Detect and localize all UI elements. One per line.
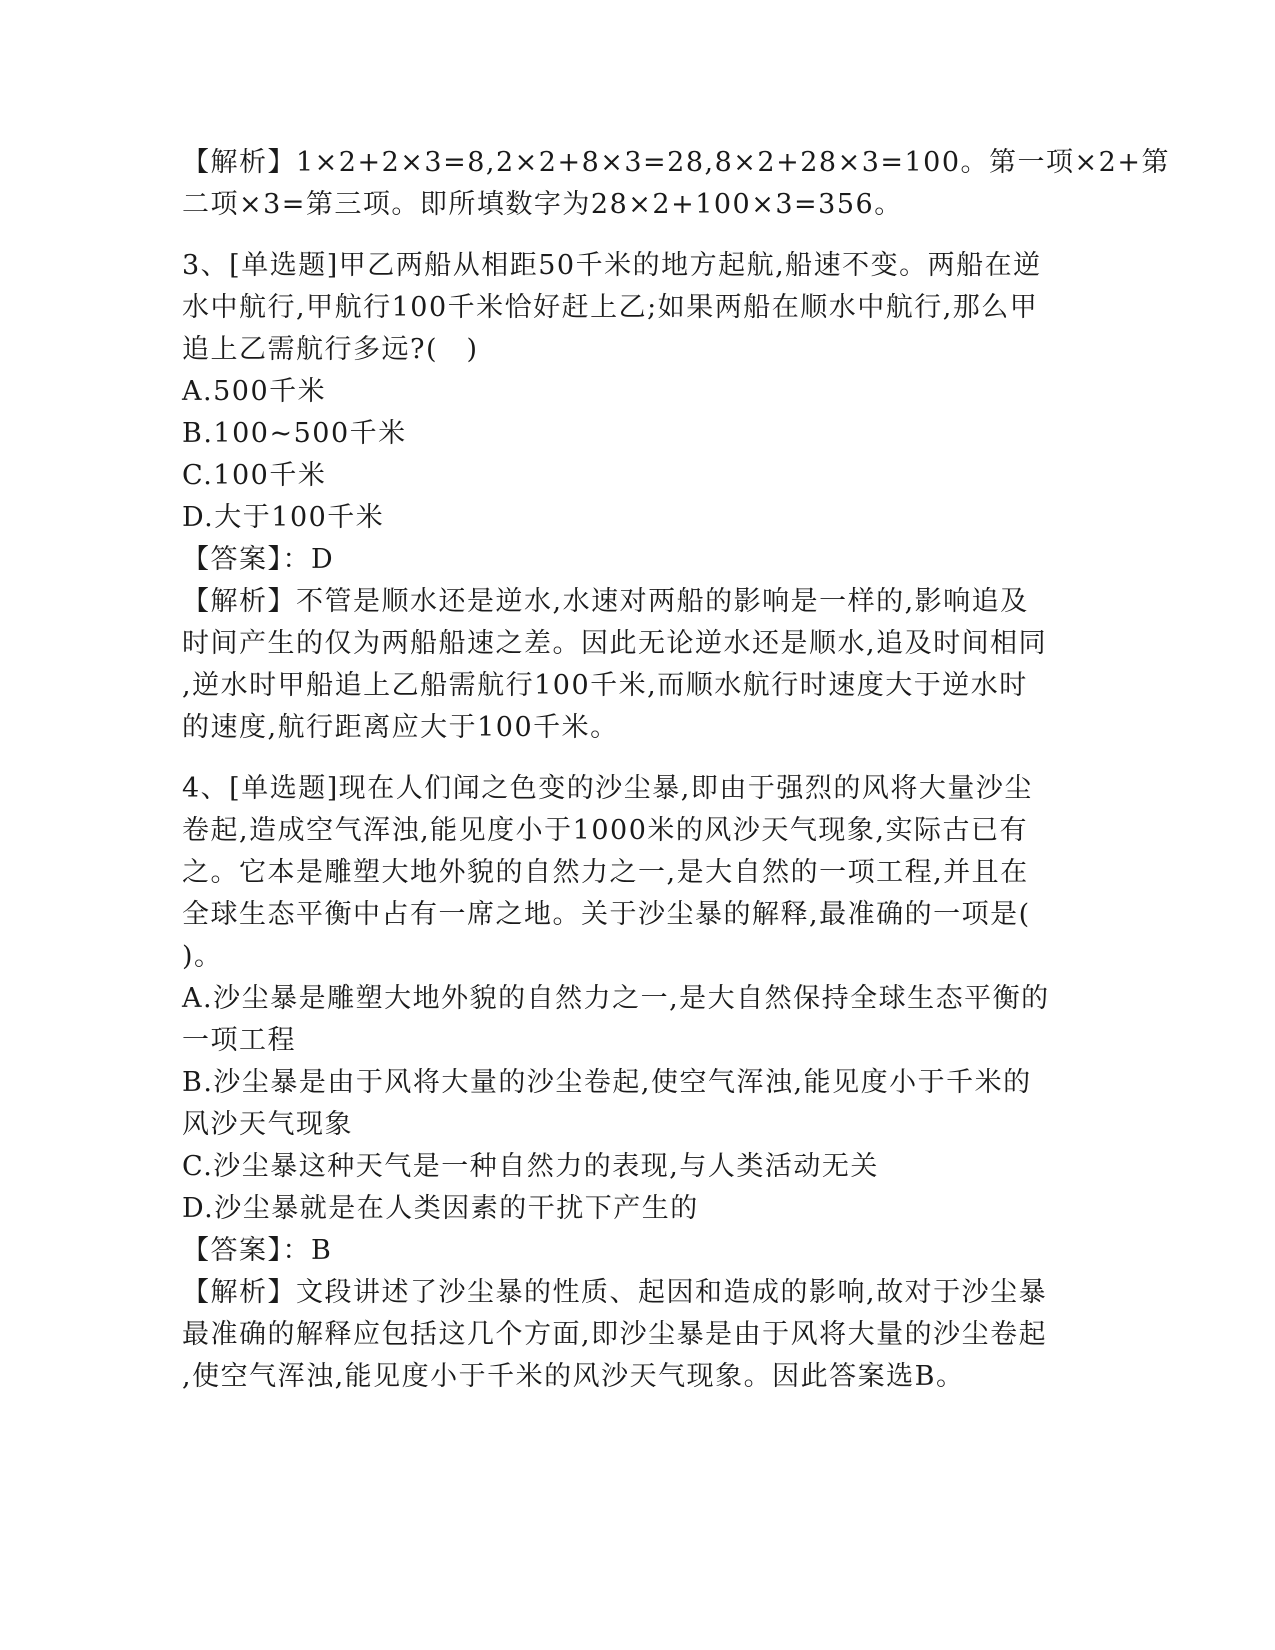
answer-line: 【答案】：B	[182, 1235, 333, 1266]
analysis-line: 时间产生的仅为两船船速之差。因此无论逆水还是顺水,追及时间相同	[182, 628, 1048, 659]
question-text-line: 卷起,造成空气浑浊,能见度小于1000米的风沙天气现象,实际古已有	[182, 815, 1028, 846]
analysis-line: ,逆水时甲船追上乙船需航行100千米,而顺水航行时速度大于逆水时	[182, 670, 1028, 701]
analysis-line: ,使空气浑浊,能见度小于千米的风沙天气现象。因此答案选B。	[182, 1361, 965, 1392]
question-text-line: 之。它本是雕塑大地外貌的自然力之一,是大自然的一项工程,并且在	[182, 857, 1029, 888]
question-4	[182, 768, 1050, 1398]
question-3	[182, 245, 1048, 749]
question-text-line: 水中航行,甲航行100千米恰好赶上乙;如果两船在顺水中航行,那么甲	[182, 292, 1039, 323]
option-b: B.沙尘暴是由于风将大量的沙尘卷起,使空气浑浊,能见度小于千米的	[182, 1067, 1032, 1098]
q2-analysis-block	[182, 142, 1170, 226]
option-a: A.沙尘暴是雕塑大地外貌的自然力之一,是大自然保持全球生态平衡的	[182, 983, 1050, 1014]
option-a-cont: 一项工程	[182, 1025, 296, 1056]
document-page	[182, 142, 1170, 1398]
question-text-line: )。	[182, 941, 223, 972]
option-a: A.500千米	[182, 376, 327, 407]
question-text-line: 3、[单选题]甲乙两船从相距50千米的地方起航,船速不变。两船在逆	[182, 250, 1042, 281]
option-d: D.大于100千米	[182, 502, 385, 533]
option-c: C.100千米	[182, 460, 327, 491]
analysis-line: 【解析】不管是顺水还是逆水,水速对两船的影响是一样的,影响追及	[182, 586, 1029, 617]
option-c: C.沙尘暴这种天气是一种自然力的表现,与人类活动无关	[182, 1151, 879, 1182]
question-text-line: 追上乙需航行多远?( )	[182, 334, 479, 365]
analysis-line: 二项×3=第三项。即所填数字为28×2+100×3=356。	[182, 189, 903, 220]
option-b-cont: 风沙天气现象	[182, 1109, 353, 1140]
question-text-line: 4、[单选题]现在人们闻之色变的沙尘暴,即由于强烈的风将大量沙尘	[182, 773, 1033, 804]
analysis-line: 【解析】文段讲述了沙尘暴的性质、起因和造成的影响,故对于沙尘暴	[182, 1277, 1048, 1308]
option-d: D.沙尘暴就是在人类因素的干扰下产生的	[182, 1193, 699, 1224]
analysis-line: 的速度,航行距离应大于100千米。	[182, 712, 619, 743]
option-b: B.100~500千米	[182, 418, 407, 449]
analysis-line: 最准确的解释应包括这几个方面,即沙尘暴是由于风将大量的沙尘卷起	[182, 1319, 1048, 1350]
question-text-line: 全球生态平衡中占有一席之地。关于沙尘暴的解释,最准确的一项是(	[182, 899, 1031, 930]
analysis-line: 【解析】1×2+2×3=8,2×2+8×3=28,8×2+28×3=100。第一项×2+第	[182, 147, 1170, 178]
answer-line: 【答案】：D	[182, 544, 335, 575]
